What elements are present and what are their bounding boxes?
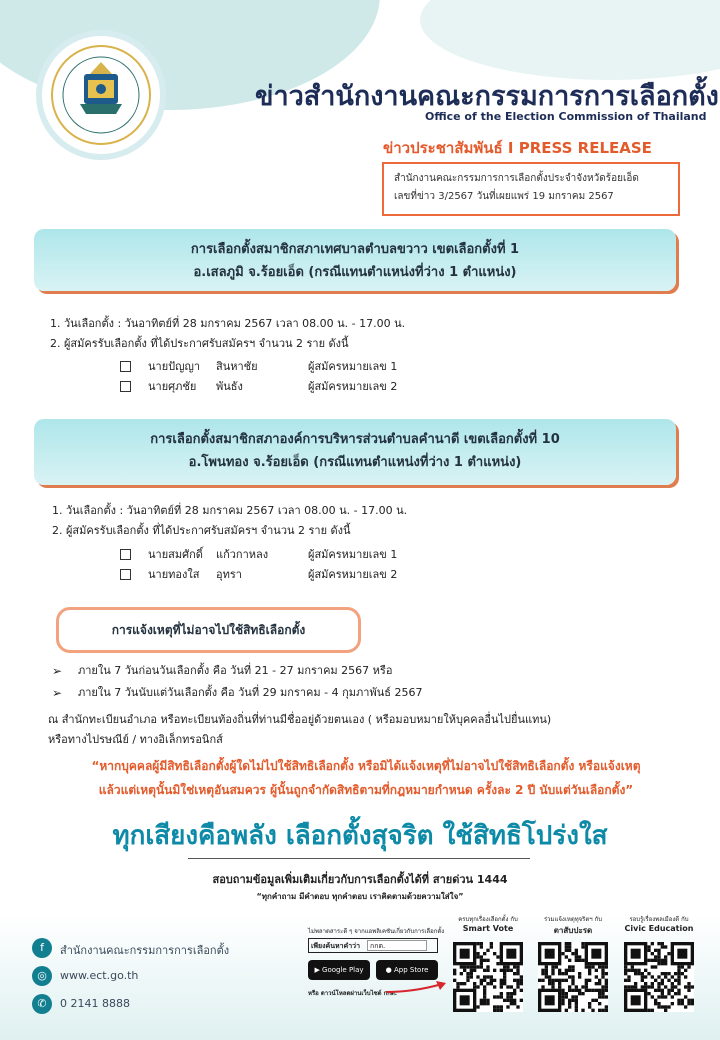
apple-icon: ●	[385, 966, 394, 974]
election-2-candidates-intro: 2. ผู้สมัครรับเลือกตั้ง ที่ได้ประกาศรับสมัครฯ จำนวน 2 ราย ดังนี้	[52, 524, 351, 537]
penalty-quote-line1: “หากบุคคลผู้มีสิทธิเลือกตั้งผู้ใดไม่ไปใช้สิทธิเลือกตั้ง หรือมิได้แจ้งเหตุที่ไม่อาจไปใช้สิทธิเลือกตั้ง หรือแจ้งเหตุ	[91, 759, 641, 773]
app-search-label: เพียงค้นหาคำว่า	[311, 942, 361, 950]
phone-icon: ✆	[32, 994, 52, 1014]
election-heading-1-line2: อ.เสลภูมิ จ.ร้อยเอ็ด (กรณีแทนตำแหน่งที่ว่าง 1 ตำแหน่ง)	[193, 265, 517, 280]
election-2-date: 1. วันเลือกตั้ง : วันอาทิตย์ที่ 28 มกราคม 2567 เวลา 08.00 น. - 17.00 น.	[52, 504, 408, 517]
header-title-thai: ข่าวสำนักงานคณะกรรมการการเลือกตั้ง	[255, 81, 719, 112]
app-store-badge[interactable]	[376, 960, 438, 980]
qr-code-tasapparod[interactable]	[538, 942, 608, 1012]
web-download-note: หรือ ดาวน์โหลดผ่านเว็บไซต์ กกต.	[308, 990, 398, 997]
candidate-last-name: อุทรา	[216, 568, 242, 581]
election-1-details	[50, 314, 405, 354]
candidate-last-name: สินหาชัย	[216, 360, 258, 373]
qr-caption-tasapparod	[535, 914, 611, 937]
candidate-row	[120, 357, 480, 377]
qr-caption-text: ร่วมแจ้งเหตุทุจริตฯ กับ	[543, 916, 603, 923]
candidate-first-name: นายทองใส	[148, 568, 200, 581]
qr-caption-text: ครบทุกเรื่องเลือกตั้ง กับ	[458, 916, 518, 923]
election-1-candidate-list	[120, 357, 480, 397]
election-2-details	[52, 501, 407, 541]
penalty-quote-line2: แล้วแต่เหตุนั้นมิใช่เหตุอันสมควร ผู้นั้นถูกจำกัดสิทธิตามที่กฎหมายกำหนด ครั้งละ 2 ปี นับแต่วันเลือกตั้ง”	[98, 783, 634, 797]
candidate-number: ผู้สมัครหมายเลข 2	[308, 568, 398, 581]
qr-code-smart-vote[interactable]	[453, 942, 523, 1012]
qr-caption-civic-education	[618, 914, 700, 933]
app-search-value: กกต.	[367, 940, 427, 951]
arrow-right-icon: ➢	[52, 664, 63, 678]
facebook-icon: f	[32, 938, 52, 958]
press-release-label: ข่าวประชาสัมพันธ์ I PRESS RELEASE	[383, 139, 652, 157]
candidate-row	[120, 545, 480, 565]
google-play-icon: ▶	[314, 966, 323, 974]
candidate-number: ผู้สมัครหมายเลข 1	[308, 548, 398, 561]
notice-deadlines	[52, 660, 422, 704]
notice-deadline-before-text: ภายใน 7 วันก่อนวันเลือกตั้ง คือ วันที่ 21 - 27 มกราคม 2567 หรือ	[78, 664, 393, 677]
hotline-text: สอบถามข้อมูลเพิ่มเติมเกี่ยวกับการเลือกตั้งได้ที่ สายด่วน 1444	[212, 873, 508, 886]
candidate-first-name: นายสมศักดิ์	[148, 548, 203, 561]
election-1-date: 1. วันเลือกตั้ง : วันอาทิตย์ที่ 28 มกราคม 2567 เวลา 08.00 น. - 17.00 น.	[50, 317, 406, 330]
notice-deadline-before	[52, 660, 422, 682]
google-play-label: Google Play	[322, 966, 364, 974]
contact-website-text: www.ect.go.th	[60, 969, 139, 982]
arrow-right-icon: ➢	[52, 686, 63, 700]
app-search-box	[308, 938, 438, 953]
election-1-candidates-intro: 2. ผู้สมัครรับเลือกตั้ง ที่ได้ประกาศรับสมัครฯ จำนวน 2 ราย ดังนี้	[50, 337, 349, 350]
candidate-row	[120, 377, 480, 397]
qr-app-name: Smart Vote	[462, 924, 514, 933]
ect-logo	[42, 36, 160, 154]
candidate-number: ผู้สมัครหมายเลข 1	[308, 360, 398, 373]
header-band-shape-right	[420, 0, 720, 80]
election-heading-2-line1: การเลือกตั้งสมาชิกสภาองค์การบริหารส่วนตำบลคำนาดี เขตเลือกตั้งที่ 10	[150, 432, 560, 447]
qr-code-civic-education[interactable]	[624, 942, 694, 1012]
info-office: สำนักงานคณะกรรมการการเลือกตั้งประจำจังหวัดร้อยเอ็ด	[394, 173, 639, 184]
hotline-tagline: “ทุกคำถาม มีคำตอบ ทุกคำตอบ เราคิดตามด้วยความใส่ใจ”	[256, 892, 464, 901]
contact-facebook-text: สำนักงานคณะกรรมการการเลือกตั้ง	[60, 944, 230, 957]
qr-caption-text: รอบรู้เรื่องพลเมืองดี กับ	[629, 916, 689, 923]
checkbox-icon	[120, 569, 131, 580]
qr-app-name: ตาสับปะรด	[553, 926, 593, 935]
candidate-last-name: พันธัง	[216, 380, 243, 393]
divider	[188, 858, 530, 859]
checkbox-icon	[120, 381, 131, 392]
election-heading-2	[34, 419, 676, 485]
header-title-english: Office of the Election Commission of Thailand	[425, 110, 707, 123]
notice-location: ณ สำนักทะเบียนอำเภอ หรือทะเบียนท้องถิ่นที่ท่านมีชื่ออยู่ด้วยตนเอง ( หรือมอบหมายให้บุคคลอื่นไปยื่นแทน)	[48, 713, 552, 726]
election-heading-2-line2: อ.โพนทอง จ.ร้อยเอ็ด (กรณีแทนตำแหน่งที่ว่าง 1 ตำแหน่ง)	[188, 455, 522, 470]
news-info-box	[382, 162, 680, 216]
contact-phone-text: 0 2141 8888	[60, 997, 130, 1010]
ect-emblem-icon	[50, 44, 152, 146]
notice-channels: หรือทางไปรษณีย์ / ทางอิเล็กทรอนิกส์	[48, 733, 223, 746]
notice-deadline-after	[52, 682, 422, 704]
info-news-number: เลขที่ข่าว 3/2567 วันที่เผยแพร่ 19 มกราคม 2567	[394, 191, 614, 202]
candidate-first-name: นายปัญญา	[148, 360, 201, 373]
election-heading-1	[34, 229, 676, 291]
candidate-row	[120, 565, 480, 585]
notice-deadline-after-text: ภายใน 7 วันนับแต่วันเลือกตั้ง คือ วันที่ 29 มกราคม - 4 กุมภาพันธ์ 2567	[78, 686, 423, 699]
qr-app-name: Civic Education	[624, 924, 694, 933]
campaign-slogan: ทุกเสียงคือพลัง เลือกตั้งสุจริต ใช้สิทธิโปร่งใส	[112, 821, 608, 851]
candidate-last-name: แก้วกาหลง	[216, 548, 269, 561]
app-store-label: App Store	[393, 966, 429, 974]
red-arrow-icon	[384, 980, 450, 994]
google-play-badge[interactable]	[308, 960, 370, 980]
globe-icon: ◎	[32, 966, 52, 986]
candidate-first-name: นายศุภชัย	[148, 380, 197, 393]
candidate-number: ผู้สมัครหมายเลข 2	[308, 380, 398, 393]
election-heading-1-line1: การเลือกตั้งสมาชิกสภาเทศบาลตำบลขวาว เขตเลือกตั้งที่ 1	[190, 242, 520, 257]
checkbox-icon	[120, 549, 131, 560]
election-2-candidate-list	[120, 545, 480, 585]
qr-caption-smart-vote	[450, 914, 526, 933]
app-promo-note: ไม่พลาดสาระดี ๆ จากแอพลิเคชันเกี่ยวกับการเลือกตั้ง	[308, 928, 445, 935]
notice-heading: การแจ้งเหตุที่ไม่อาจไปใช้สิทธิเลือกตั้ง	[56, 607, 361, 653]
checkbox-icon	[120, 361, 131, 372]
